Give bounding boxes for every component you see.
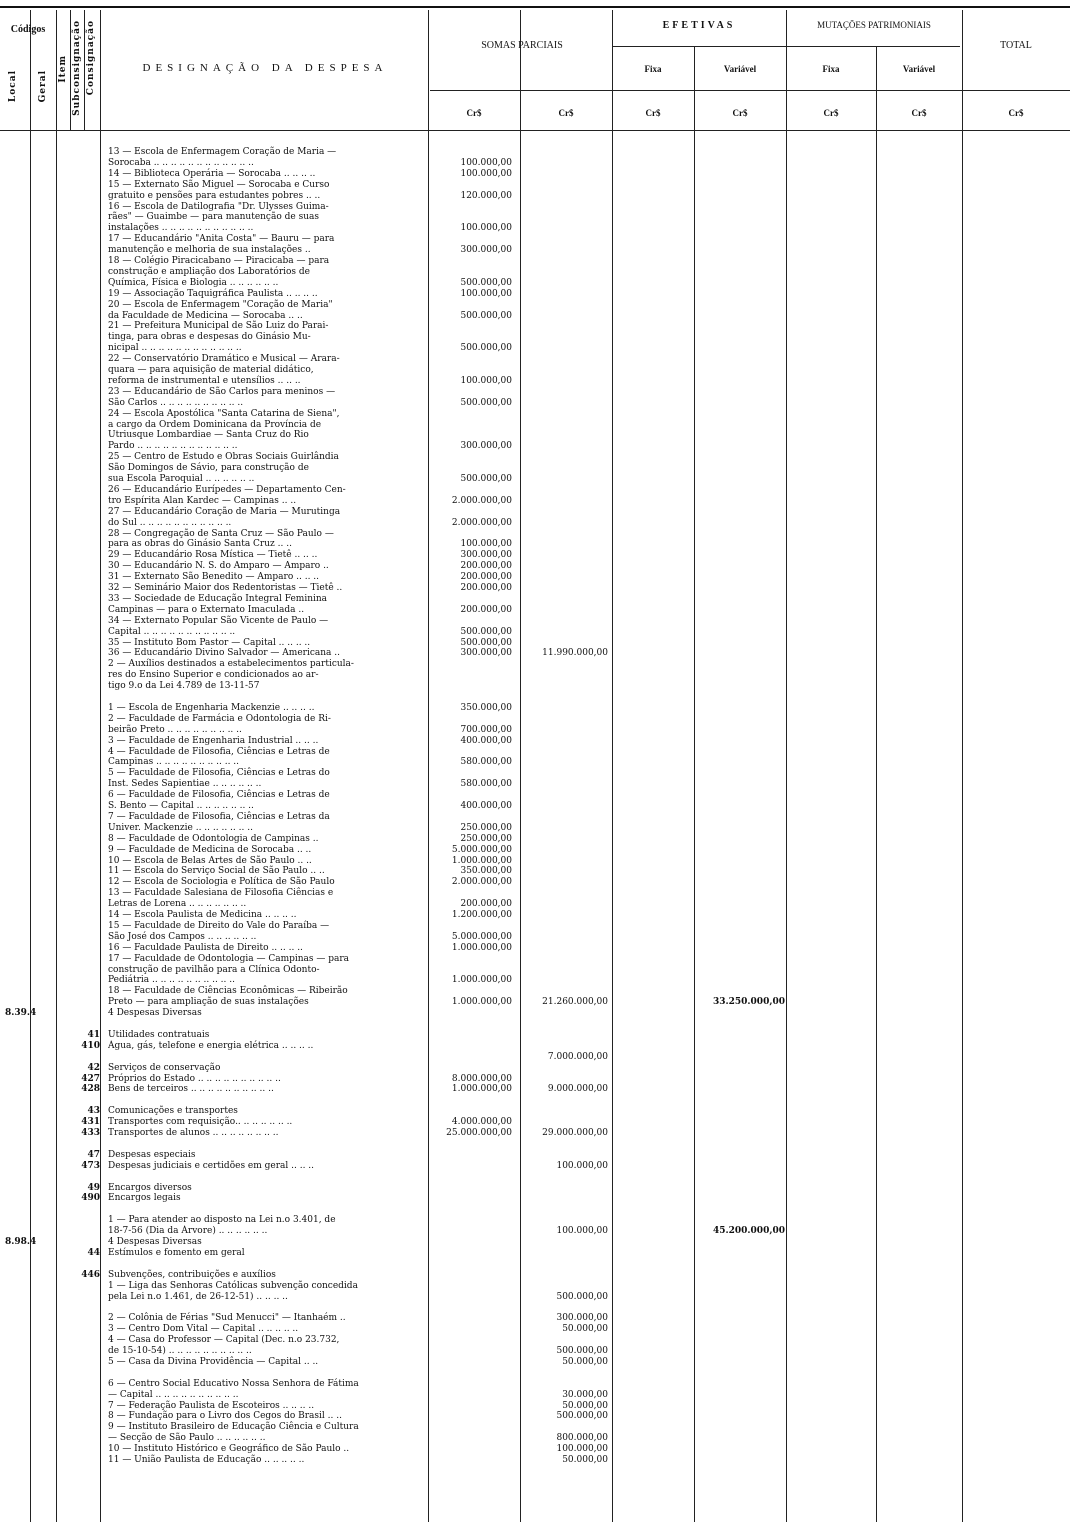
row-somas-parciais: 1.000.000,00 <box>451 975 512 986</box>
row-description: 4 Despesas Diversas <box>108 1237 202 1247</box>
row-description: tro Espírita Alan Kardec — Campinas .. .. <box>108 495 297 506</box>
row-description: 14 — Biblioteca Operária — Sorocaba .. .. .. .. <box>108 168 316 179</box>
row-somas-parciais: 1.000.000,00 <box>451 942 512 953</box>
row-description: 15 — Externato São Miguel — Sorocaba e Curso <box>108 179 330 190</box>
row-description: Capital .. .. .. .. .. .. .. .. .. .. .. <box>108 626 236 637</box>
row-description: 19 — Associação Taquigráfica Paulista .. .. .. .. <box>108 288 318 299</box>
row-code: 8.98.4 <box>5 1237 37 1247</box>
row-subconsignacao: 473 <box>81 1160 100 1171</box>
row-description: tinga, para obras e despesas do Ginásio Mu- <box>108 332 311 343</box>
row-description: 10 — Escola de Belas Artes de São Paulo .. .. <box>108 855 312 866</box>
row-somas-parciais: 400.000,00 <box>460 735 512 746</box>
header-fixa: Fixa <box>644 64 662 74</box>
row-description: 13 — Faculdade Salesiana de Filosofia Ciências e <box>108 888 334 899</box>
row-somas-total: 50.000,00 <box>562 1324 608 1335</box>
row-description: Água, gás, telefone e energia elétrica .. .. .. .. <box>108 1040 314 1051</box>
row-description: 35 — Instituto Bom Pastor — Capital .. .. .. .. <box>108 637 311 648</box>
row-somas-parciais: 120.000,00 <box>460 190 512 201</box>
currency-label: Cr$ <box>1008 108 1024 118</box>
row-description: 4 Despesas Diversas <box>108 1008 202 1019</box>
header-designacao: DESIGNAÇÃO DA DESPESA <box>142 62 388 74</box>
row-subconsignacao: 446 <box>81 1269 100 1280</box>
row-somas-parciais: 250.000,00 <box>460 833 512 844</box>
row-somas-parciais: 200.000,00 <box>460 561 512 572</box>
row-description: 6 — Faculdade de Filosofia, Ciências e Letras de <box>108 790 330 801</box>
row-somas-parciais: 500.000,00 <box>460 397 512 408</box>
row-somas-total: 29.000.000,00 <box>542 1128 608 1138</box>
row-somas-total: 500.000,00 <box>556 1411 608 1422</box>
row-somas-total: 50.000,00 <box>562 1400 608 1411</box>
row-description: res do Ensino Superior e condicionados ao ar- <box>108 670 319 681</box>
row-description: construção e ampliação dos Laboratórios de <box>108 266 310 277</box>
row-somas-total: 7.000.000,00 <box>547 1051 608 1062</box>
currency-label: Cr$ <box>558 108 574 118</box>
row-description: 25 — Centro de Estudo e Obras Sociais Guirlândia <box>108 452 339 463</box>
row-description: Pardo .. .. .. .. .. .. .. .. .. .. .. .. <box>108 441 238 452</box>
header-item: Item <box>58 55 68 83</box>
row-somas-total: 500.000,00 <box>556 1346 608 1356</box>
row-somas-total: 50.000,00 <box>562 1455 608 1465</box>
row-description: 4 — Faculdade de Filosofia, Ciências e Letras de <box>108 746 330 757</box>
row-subconsignacao: 44 <box>87 1247 100 1258</box>
row-description: Comunicações e transportes <box>108 1106 238 1117</box>
header-variavel: Variável <box>723 64 757 74</box>
row-subconsignacao: 42 <box>87 1062 100 1073</box>
table-row <box>0 1454 1070 1467</box>
row-subconsignacao: 428 <box>81 1084 100 1095</box>
row-description: Química, Física e Biologia .. .. .. .. .. .. <box>108 277 279 288</box>
row-description: 27 — Educandário Coração de Maria — Murutinga <box>108 506 341 517</box>
row-description: 26 — Educandário Eurípedes — Departamento Cen- <box>108 484 346 495</box>
row-somas-parciais: 200.000,00 <box>460 604 512 615</box>
row-somas-parciais: 500.000,00 <box>460 310 512 321</box>
currency-label: Cr$ <box>911 108 927 118</box>
row-description: Transportes de alunos .. .. .. .. .. .. .. .. <box>108 1128 279 1138</box>
header-local: Local <box>8 70 18 103</box>
row-description: 13 — Escola de Enfermagem Coração de Maria — <box>108 147 337 157</box>
row-description: gratuito e pensões para estudantes pobres .. .. <box>108 190 321 201</box>
top-border <box>0 6 1070 8</box>
row-somas-total: 500.000,00 <box>556 1291 608 1302</box>
row-code: 8.39.4 <box>5 1008 37 1019</box>
row-description: 1 — Para atender ao disposto na Lei n.o 3.401, de <box>108 1215 336 1226</box>
row-description: 5 — Faculdade de Filosofia, Ciências e Letras do <box>108 768 330 779</box>
row-description: 3 — Centro Dom Vital — Capital .. .. .. .. .. <box>108 1324 299 1335</box>
row-somas-parciais: 200.000,00 <box>460 899 512 910</box>
row-description: 8 — Fundação para o Livro dos Cegos do Brasil .. .. <box>108 1411 342 1422</box>
row-description: 9 — Instituto Brasileiro de Educação Ciência e Cultura <box>108 1422 359 1433</box>
row-description: beirão Preto .. .. .. .. .. .. .. .. .. <box>108 724 242 735</box>
row-description: 16 — Escola de Datilografia "Dr. Ulysses Guima- <box>108 201 329 212</box>
row-description: 2 — Faculdade de Farmácia e Odontologia de Ri- <box>108 713 331 724</box>
row-description: 9 — Faculdade de Medicina de Sorocaba .. .. <box>108 844 312 855</box>
row-description: 20 — Escola de Enfermagem "Coração de Maria" <box>108 299 333 310</box>
row-somas-parciais: 100.000,00 <box>460 223 512 234</box>
row-description: pela Lei n.o 1.461, de 26-12-51) .. .. .. .. <box>108 1291 288 1302</box>
row-description: — Capital .. .. .. .. .. .. .. .. .. .. <box>108 1389 239 1400</box>
row-description: do Sul .. .. .. .. .. .. .. .. .. .. .. <box>108 517 232 528</box>
row-somas-parciais: 500.000,00 <box>460 626 512 637</box>
header-subconsignacao: Subconsignação <box>72 20 82 116</box>
row-somas-parciais: 500.000,00 <box>460 474 512 484</box>
row-somas-parciais: 5.000.000,00 <box>451 931 512 942</box>
row-subconsignacao: 433 <box>81 1128 100 1138</box>
row-description: São José dos Campos .. .. .. .. .. .. <box>108 931 257 942</box>
col-line <box>84 10 85 130</box>
row-description: 4 — Casa do Professor — Capital (Dec. n.o 23.732, <box>108 1335 340 1346</box>
row-description: tigo 9.o da Lei 4.789 de 13-11-57 <box>108 681 260 692</box>
row-somas-parciais: 700.000,00 <box>460 724 512 735</box>
row-somas-parciais: 8.000.000,00 <box>451 1073 512 1084</box>
row-description: 17 — Faculdade de Odontologia — Campinas — para <box>108 953 350 964</box>
row-description: 2 — Auxílios destinados a estabelecimentos particula- <box>108 659 354 670</box>
row-subconsignacao: 43 <box>87 1106 100 1117</box>
row-description: Subvenções, contribuições e auxílios <box>108 1269 276 1280</box>
row-description: instalações .. .. .. .. .. .. .. .. .. .. .. <box>108 223 254 234</box>
row-somas-parciais: 580.000,00 <box>460 779 512 790</box>
row-somas-total: 30.000,00 <box>562 1389 608 1400</box>
row-somas-parciais: 1.200.000,00 <box>451 910 512 920</box>
row-subconsignacao: 410 <box>81 1040 100 1051</box>
row-description: 6 — Centro Social Educativo Nossa Senhora de Fátima <box>108 1378 359 1389</box>
row-description: Bens de terceiros .. .. .. .. .. .. .. .. .. .. <box>108 1084 274 1095</box>
row-somas-parciais: 100.000,00 <box>460 375 512 386</box>
row-description: Campinas — para o Externato Imaculada .. <box>108 604 305 615</box>
row-description: a cargo da Ordem Dominicana da Província de <box>108 419 322 430</box>
row-description: Letras de Lorena .. .. .. .. .. .. .. <box>108 899 247 910</box>
row-description: de 15-10-54) .. .. .. .. .. .. .. .. .. .. <box>108 1346 252 1356</box>
row-somas-total: 11.990.000,00 <box>542 648 608 659</box>
row-somas-parciais: 350.000,00 <box>460 702 512 713</box>
row-subconsignacao: 431 <box>81 1117 100 1128</box>
row-somas-parciais: 300.000,00 <box>460 245 512 256</box>
row-somas-parciais: 250.000,00 <box>460 822 512 833</box>
row-description: 34 — Externato Popular São Vicente de Paulo — <box>108 615 329 626</box>
row-description: 11 — Escola do Serviço Social de São Paulo .. .. <box>108 866 325 877</box>
row-description: Transportes com requisição.. .. .. .. .. .. .. <box>108 1117 293 1128</box>
row-description: 12 — Escola de Sociologia e Política de São Paulo <box>108 877 335 888</box>
row-description: Encargos legais <box>108 1193 181 1204</box>
header-consignacao: Consignação <box>86 20 96 96</box>
row-description: São Domingos de Sávio, para construção de <box>108 463 309 474</box>
row-somas-parciais: 4.000.000,00 <box>451 1117 512 1128</box>
row-somas-parciais: 2.000.000,00 <box>451 517 512 528</box>
row-description: Próprios do Estado .. .. .. .. .. .. .. .. .. .. <box>108 1073 281 1084</box>
header-somas-parciais: SOMAS PARCIAIS <box>481 40 563 51</box>
row-subconsignacao: 49 <box>87 1182 100 1193</box>
header-efetivas: EFETIVAS <box>662 20 736 31</box>
currency-label: Cr$ <box>732 108 748 118</box>
row-description: 21 — Prefeitura Municipal de São Luiz do Parai- <box>108 321 329 332</box>
row-description: 30 — Educandário N. S. do Amparo — Amparo .. <box>108 561 329 572</box>
row-description: Estímulos e fomento em geral <box>108 1247 245 1258</box>
row-efetivas-variavel: 33.250.000,00 <box>712 997 785 1008</box>
row-somas-parciais: 580.000,00 <box>460 757 512 768</box>
row-somas-parciais: 300.000,00 <box>460 441 512 452</box>
row-somas-total: 100.000,00 <box>556 1444 608 1455</box>
row-description: Despesas judiciais e certidões em geral .. .. .. <box>108 1160 315 1171</box>
row-somas-parciais: 1.000.000,00 <box>451 1084 512 1095</box>
row-somas-parciais: 350.000,00 <box>460 866 512 877</box>
row-somas-total: 100.000,00 <box>556 1226 608 1237</box>
row-description: 33 — Sociedade de Educação Integral Feminina <box>108 593 328 604</box>
header-geral: Geral <box>38 70 48 103</box>
header-total: TOTAL <box>1000 40 1032 51</box>
row-somas-parciais: 100.000,00 <box>460 288 512 299</box>
row-somas-total: 800.000,00 <box>556 1433 608 1444</box>
header-codigos: Códigos <box>10 24 46 35</box>
currency-label: Cr$ <box>645 108 661 118</box>
currency-divider <box>430 90 1070 91</box>
row-description: 22 — Conservatório Dramático e Musical — Arara- <box>108 354 340 365</box>
row-description: 1 — Liga das Senhoras Católicas subvenção concedida <box>108 1280 358 1291</box>
row-description: 7 — Federação Paulista de Escoteiros .. .. .. .. <box>108 1400 315 1411</box>
row-description: 18-7-56 (Dia da Árvore) .. .. .. .. .. .. <box>108 1226 268 1237</box>
row-somas-parciais: 500.000,00 <box>460 637 512 648</box>
row-description: 1 — Escola de Engenharia Mackenzie .. .. .. .. <box>108 702 315 713</box>
row-somas-parciais: 100.000,00 <box>460 539 512 550</box>
row-description: Inst. Sedes Sapientiae .. .. .. .. .. .. <box>108 779 262 790</box>
row-somas-parciais: 100.000,00 <box>460 157 512 168</box>
row-description: 17 — Educandário "Anita Costa" — Bauru — para <box>108 234 335 245</box>
row-description: Sorocaba .. .. .. .. .. .. .. .. .. .. .. .. <box>108 157 254 168</box>
row-somas-total: 50.000,00 <box>562 1356 608 1367</box>
row-description: 14 — Escola Paulista de Medicina .. .. .. .. <box>108 910 297 920</box>
row-description: 7 — Faculdade de Filosofia, Ciências e Letras da <box>108 811 330 822</box>
row-somas-parciais: 1.000.000,00 <box>451 997 512 1008</box>
row-description: 15 — Faculdade de Direito do Vale do Paraíba — <box>108 920 330 931</box>
row-somas-parciais: 5.000.000,00 <box>451 844 512 855</box>
row-somas-total: 21.260.000,00 <box>542 997 608 1008</box>
row-description: 31 — Externato São Benedito — Amparo .. .. .. <box>108 572 320 583</box>
row-somas-total: 300.000,00 <box>556 1313 608 1324</box>
currency-label: Cr$ <box>466 108 482 118</box>
row-description: 28 — Congregação de Santa Cruz — São Paulo — <box>108 528 334 539</box>
header-mutacoes: MUTAÇÕES PATRIMONIAIS <box>817 20 931 30</box>
row-somas-parciais: 2.000.000,00 <box>451 495 512 506</box>
row-description: 36 — Educandário Divino Salvador — Americana .. <box>108 648 340 659</box>
row-somas-parciais: 25.000.000,00 <box>446 1128 512 1138</box>
row-somas-parciais: 2.000.000,00 <box>451 877 512 888</box>
row-somas-parciais: 500.000,00 <box>460 277 512 288</box>
row-description: Encargos diversos <box>108 1182 192 1193</box>
row-somas-parciais: 200.000,00 <box>460 583 512 593</box>
row-description: 11 — União Paulista de Educação .. .. .. .. .. <box>108 1455 305 1465</box>
row-description: S. Bento — Capital .. .. .. .. .. .. .. <box>108 801 254 811</box>
row-description: construção de pavilhão para a Clínica Odonto- <box>108 964 320 975</box>
row-somas-parciais: 300.000,00 <box>460 648 512 659</box>
row-description: Preto — para ampliação de suas instalações <box>108 997 309 1008</box>
row-subconsignacao: 427 <box>81 1073 100 1084</box>
row-somas-parciais: 500.000,00 <box>460 343 512 354</box>
row-description: Serviços de conservação <box>108 1062 221 1073</box>
header-fixa-mutacoes: Fixa <box>822 64 840 74</box>
col-line <box>70 10 71 130</box>
row-somas-parciais: 1.000.000,00 <box>451 855 512 866</box>
row-subconsignacao: 47 <box>87 1149 100 1160</box>
row-description: Utilidades contratuais <box>108 1029 210 1040</box>
header-variavel-mutacoes: Variável <box>902 64 936 74</box>
row-somas-parciais: 300.000,00 <box>460 550 512 561</box>
row-subconsignacao: 490 <box>81 1193 100 1204</box>
row-description: São Carlos .. .. .. .. .. .. .. .. .. .. <box>108 397 244 408</box>
row-description: 3 — Faculdade de Engenharia Industrial .. .. .. <box>108 735 319 746</box>
row-description: 16 — Faculdade Paulista de Direito .. .. .. .. <box>108 942 303 953</box>
row-description: Despesas especiais <box>108 1149 196 1160</box>
row-description: 24 — Escola Apostólica "Santa Catarina de Siena", <box>108 408 340 419</box>
row-description: 32 — Seminário Maior dos Redentoristas — Tietê .. <box>108 583 343 593</box>
header-bottom-line <box>0 130 1070 131</box>
row-description: 29 — Educandário Rosa Mística — Tietê .. .. .. <box>108 550 318 561</box>
row-efetivas-variavel: 45.200.000,00 <box>712 1226 785 1237</box>
row-description: sua Escola Paroquial .. .. .. .. .. .. <box>108 474 255 484</box>
row-description: 5 — Casa da Divina Providência — Capital .. .. <box>108 1356 319 1367</box>
row-description: para as obras do Ginásio Santa Cruz .. .. <box>108 539 292 550</box>
row-description: 18 — Faculdade de Ciências Econômicas — Ribeirão <box>108 986 348 997</box>
row-description: 2 — Colônia de Férias "Sud Menucci" — Itanhaém .. <box>108 1313 346 1324</box>
currency-label: Cr$ <box>823 108 839 118</box>
row-description: quara — para aquisição de material didático, <box>108 365 314 375</box>
row-description: Campinas .. .. .. .. .. .. .. .. .. .. <box>108 757 240 768</box>
row-description: — Secção de São Paulo .. .. .. .. .. .. <box>108 1433 266 1444</box>
row-description: 23 — Educandário de São Carlos para meninos — <box>108 386 336 397</box>
row-description: Utriusque Lombardiae — Santa Cruz do Rio <box>108 430 309 441</box>
row-somas-parciais: 400.000,00 <box>460 801 512 811</box>
row-description: Univer. Mackenzie .. .. .. .. .. .. .. <box>108 822 253 833</box>
row-description: Pediátria .. .. .. .. .. .. .. .. .. .. <box>108 975 235 986</box>
row-description: rães" — Guaimbe — para manutenção de suas <box>108 212 319 223</box>
row-description: nicipal .. .. .. .. .. .. .. .. .. .. .. .. <box>108 343 242 354</box>
row-subconsignacao: 41 <box>87 1029 100 1040</box>
row-description: 8 — Faculdade de Odontologia de Campinas .. <box>108 833 319 844</box>
row-somas-total: 100.000,00 <box>556 1160 608 1171</box>
row-somas-parciais: 100.000,00 <box>460 168 512 179</box>
row-description: reforma de instrumental e utensílios .. .. .. <box>108 375 301 386</box>
row-description: 18 — Colégio Piracicabano — Piracicaba — para <box>108 256 330 266</box>
row-description: da Faculdade de Medicina — Sorocaba .. .. <box>108 310 303 321</box>
row-description: manutenção e melhoria de sua instalações .. <box>108 245 311 256</box>
row-description: 10 — Instituto Histórico e Geográfico de São Paulo .. <box>108 1444 350 1455</box>
row-somas-parciais: 200.000,00 <box>460 572 512 583</box>
row-somas-total: 9.000.000,00 <box>547 1084 608 1095</box>
